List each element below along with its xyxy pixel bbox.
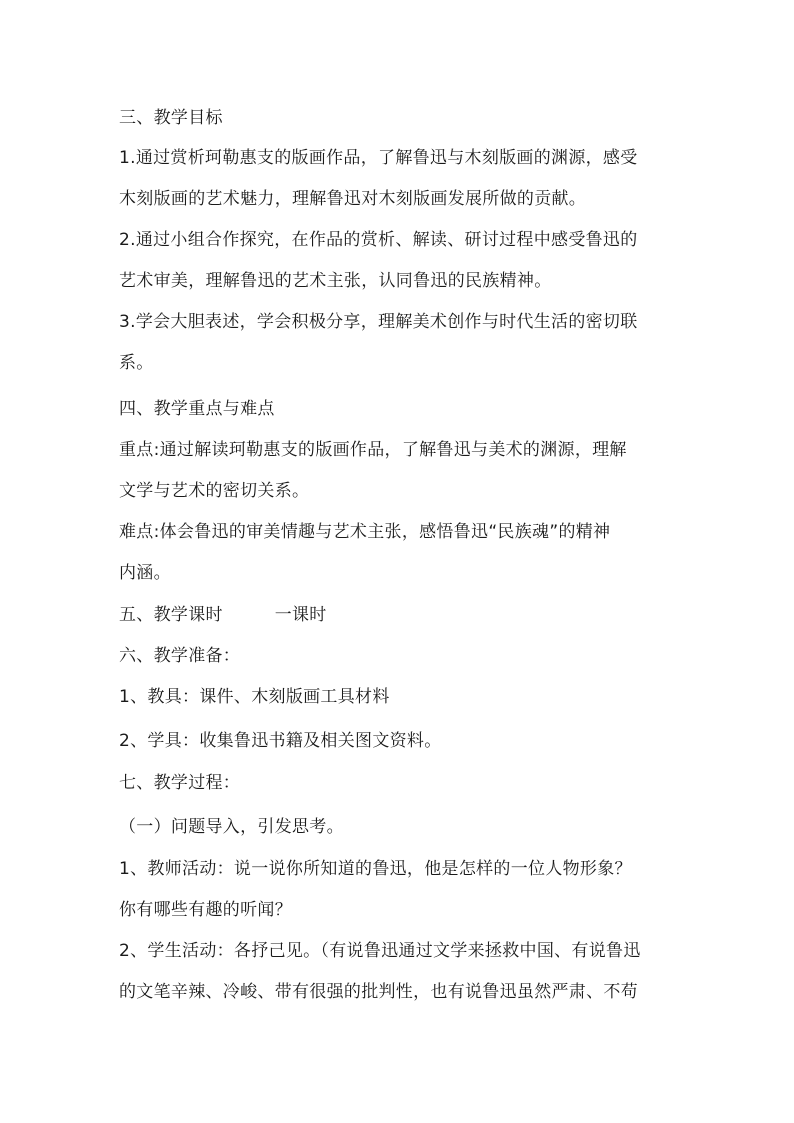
key-point-line-1: 重点:通过解读珂勒惠支的版画作品，了解鲁迅与美术的渊源，理解 bbox=[119, 440, 627, 460]
objective-2-line-1: 2.通过小组合作探究，在作品的赏析、解读、研讨过程中感受鲁迅的 bbox=[119, 230, 638, 250]
section-heading-preparation: 六、教学准备： bbox=[119, 646, 241, 666]
preparation-learning-tools: 2、学具：收集鲁迅书籍及相关图文资料。 bbox=[119, 731, 442, 751]
section-heading-class-hours: 五、教学课时 一课时 bbox=[119, 605, 327, 625]
difficulty-line-1: 难点:体会鲁迅的审美情趣与艺术主张，感悟鲁迅“民族魂”的精神 bbox=[119, 522, 611, 542]
preparation-teaching-tools: 1、教具：课件、木刻版画工具材料 bbox=[119, 687, 390, 707]
student-activity-line-2: 的文笔辛辣、冷峻、带有很强的批判性，也有说鲁迅虽然严肃、不苟 bbox=[119, 982, 638, 1002]
section-heading-teaching-objectives: 三、教学目标 bbox=[119, 108, 223, 128]
key-point-line-2: 文学与艺术的密切关系。 bbox=[119, 481, 310, 501]
process-step-1-heading: （一）问题导入，引发思考。 bbox=[119, 817, 344, 837]
objective-1-line-2: 木刻版画的艺术魅力，理解鲁迅对木刻版画发展所做的贡献。 bbox=[119, 189, 587, 209]
difficulty-line-2: 内涵。 bbox=[119, 563, 171, 583]
objective-1-line-1: 1.通过赏析珂勒惠支的版画作品，了解鲁迅与木刻版画的渊源，感受 bbox=[119, 148, 638, 168]
student-activity-line-1: 2、学生活动：各抒己见。（有说鲁迅通过文学来拯救中国、有说鲁迅 bbox=[119, 941, 641, 961]
teacher-activity-line-1: 1、教师活动：说一说你所知道的鲁迅，他是怎样的一位人物形象？ bbox=[119, 859, 632, 879]
teacher-activity-line-2: 你有哪些有趣的听闻？ bbox=[119, 900, 292, 920]
objective-3-line-1: 3.学会大胆表述，学会积极分享，理解美术创作与时代生活的密切联 bbox=[119, 312, 638, 332]
section-heading-key-points: 四、教学重点与难点 bbox=[119, 399, 275, 419]
objective-3-line-2: 系。 bbox=[119, 353, 154, 373]
section-heading-teaching-process: 七、教学过程： bbox=[119, 773, 241, 793]
objective-2-line-2: 艺术审美，理解鲁迅的艺术主张，认同鲁迅的民族精神。 bbox=[119, 271, 552, 291]
